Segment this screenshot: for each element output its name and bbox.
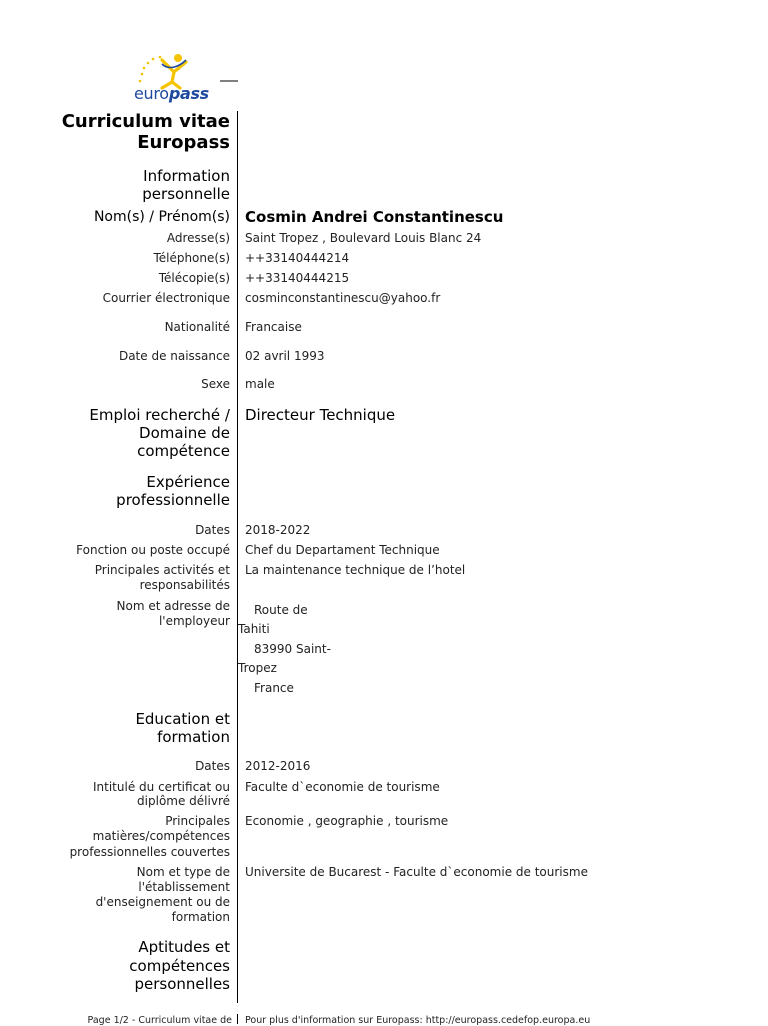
birthdate-label: Date de naissance <box>118 349 230 363</box>
exp-activities-label: Principales activités et <box>94 563 230 577</box>
birthdate-value: 02 avril 1993 <box>245 349 325 363</box>
job-heading-line2: Domaine de <box>139 424 230 442</box>
fax-label: Télécopie(s) <box>158 271 230 285</box>
exp-employer-line2: Tahiti <box>238 622 270 636</box>
edu-certificate-label-2: diplôme délivré <box>137 794 230 808</box>
exp-employer-line4: Tropez <box>238 661 277 675</box>
exp-activities-value: La maintenance technique de l’hotel <box>245 563 466 577</box>
email-label: Courrier électronique <box>102 291 230 305</box>
section-experience-heading-2: professionnelle <box>116 491 230 509</box>
exp-employer-line1: Route de <box>254 603 308 617</box>
exp-employer-label-2: l'employeur <box>158 614 230 628</box>
cv-title-line2: Europass <box>137 132 230 153</box>
edu-subjects-value: Economie , geographie , tourisme <box>245 814 449 828</box>
exp-employer-line3: 83990 Saint- <box>254 642 331 656</box>
address-label: Adresse(s) <box>166 231 230 245</box>
exp-position-label: Fonction ou poste occupé <box>76 543 230 557</box>
section-education-heading-2: formation <box>157 728 230 746</box>
job-heading-line1: Emploi recherché / <box>89 406 230 424</box>
column-divider <box>237 111 238 1003</box>
section-education-heading: Education et <box>135 710 230 728</box>
europass-logo-text: europass <box>134 84 209 103</box>
section-personal-heading-2: personnelle <box>142 185 230 203</box>
section-experience-heading: Expérience <box>146 473 230 491</box>
edu-subjects-label-3: professionnelles couvertes <box>69 845 230 859</box>
edu-dates-label: Dates <box>195 759 230 773</box>
edu-subjects-label: Principales <box>165 814 230 828</box>
sex-value: male <box>245 377 275 391</box>
footer-page-info: Page 1/2 - Curriculum vitae de <box>87 1015 232 1026</box>
nationality-label: Nationalité <box>164 320 230 334</box>
exp-position-value: Chef du Departament Technique <box>245 543 440 557</box>
job-heading-line3: compétence <box>137 442 230 460</box>
edu-institution-value: Universite de Bucarest - Faculte d`economie de tourisme <box>245 865 588 879</box>
exp-dates-label: Dates <box>195 523 230 537</box>
exp-dates-value: 2018-2022 <box>245 523 311 537</box>
name-value: Cosmin Andrei Constantinescu <box>245 208 504 226</box>
phone-label: Téléphone(s) <box>153 251 230 265</box>
edu-institution-label: Nom et type de <box>136 865 230 879</box>
phone-value: ++33140444214 <box>245 251 350 265</box>
job-value: Directeur Technique <box>245 406 396 424</box>
email-value: cosminconstantinescu@yahoo.fr <box>245 291 441 305</box>
name-label: Nom(s) / Prénom(s) <box>93 209 230 225</box>
edu-dates-value: 2012-2016 <box>245 759 311 773</box>
cv-title-line1: Curriculum vitae <box>61 111 230 132</box>
exp-activities-label-2: responsabilités <box>139 578 230 592</box>
edu-subjects-label-2: matières/compétences <box>92 829 230 843</box>
section-skills-heading-2: compétences <box>129 957 230 975</box>
section-skills-heading: Aptitudes et <box>138 938 230 956</box>
address-value: Saint Tropez , Boulevard Louis Blanc 24 <box>245 231 482 245</box>
edu-institution-label-2: l'établissement <box>138 880 230 894</box>
footer-europass-info: Pour plus d'information sur Europass: http://europass.cedefop.europa.eu <box>245 1015 591 1026</box>
footer-divider <box>237 1014 238 1024</box>
edu-certificate-value: Faculte d`economie de tourisme <box>245 780 440 794</box>
fax-value: ++33140444215 <box>245 271 350 285</box>
exp-employer-label: Nom et adresse de <box>116 599 230 613</box>
edu-certificate-label: Intitulé du certificat ou <box>93 780 230 794</box>
section-personal-heading: Information <box>143 167 230 185</box>
edu-institution-label-3: d'enseignement ou de <box>95 895 230 909</box>
section-skills-heading-3: personnelles <box>134 975 230 993</box>
nationality-value: Francaise <box>245 320 302 334</box>
sex-label: Sexe <box>201 377 230 391</box>
edu-institution-label-4: formation <box>171 910 230 924</box>
exp-employer-line5: France <box>254 681 294 695</box>
